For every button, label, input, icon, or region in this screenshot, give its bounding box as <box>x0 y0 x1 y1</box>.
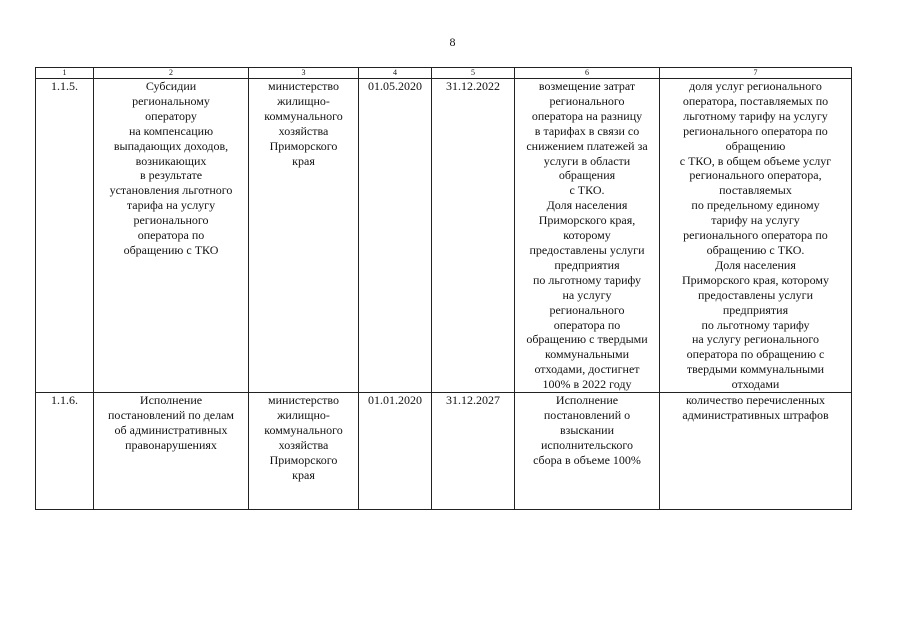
indicator: количество перечисленных административных штрафов <box>660 393 852 510</box>
expected-result: возмещение затрат регионального оператора на разницу в тарифах в связи со снижением платежей за услуги в области обращения с ТКО. Доля населения Приморского края, которому предоставлены услуги предприятия по льготному тарифу на услугу регионального оператора по обращению с твердыми коммунальными отходами, достигнет 100% в 2022 году <box>515 79 660 393</box>
end-date: 31.12.2022 <box>432 79 515 393</box>
header-cell-6: 6 <box>515 68 660 79</box>
indicator: доля услуг регионального оператора, поставляемых по льготному тарифу на услугу регионального оператора по обращению с ТКО, в общем объеме услуг регионального оператора, поставляемых по предельному единому тарифу на услугу регионального оператора по обращению с ТКО. Доля населения Приморского края, которому предоставлены услуги предприятия по льготному тарифу на услугу регионального оператора по обращению с твердыми коммунальными отходами <box>660 79 852 393</box>
header-cell-3: 3 <box>249 68 359 79</box>
measure-name: Субсидии региональному оператору на компенсацию выпадающих доходов, возникающих в результате установления льготного тарифа на услугу регионального оператора по обращению с ТКО <box>94 79 249 393</box>
table-row <box>36 79 852 393</box>
measures-table <box>35 67 852 510</box>
header-cell-7: 7 <box>660 68 852 79</box>
row-number: 1.1.5. <box>36 79 94 393</box>
start-date: 01.05.2020 <box>359 79 432 393</box>
start-date: 01.01.2020 <box>359 393 432 510</box>
header-cell-2: 2 <box>94 68 249 79</box>
expected-result: Исполнение постановлений о взыскании исполнительского сбора в объеме 100% <box>515 393 660 510</box>
page-number: 8 <box>449 35 456 49</box>
header-cell-4: 4 <box>359 68 432 79</box>
table-row <box>36 393 852 510</box>
header-row <box>36 68 852 79</box>
header-cell-1: 1 <box>36 68 94 79</box>
end-date: 31.12.2027 <box>432 393 515 510</box>
measure-name: Исполнение постановлений по делам об административных правонарушениях <box>94 393 249 510</box>
row-number: 1.1.6. <box>36 393 94 510</box>
header-cell-5: 5 <box>432 68 515 79</box>
executor: министерство жилищно- коммунального хозяйства Приморского края <box>249 79 359 393</box>
executor: министерство жилищно- коммунального хозяйства Приморского края <box>249 393 359 510</box>
